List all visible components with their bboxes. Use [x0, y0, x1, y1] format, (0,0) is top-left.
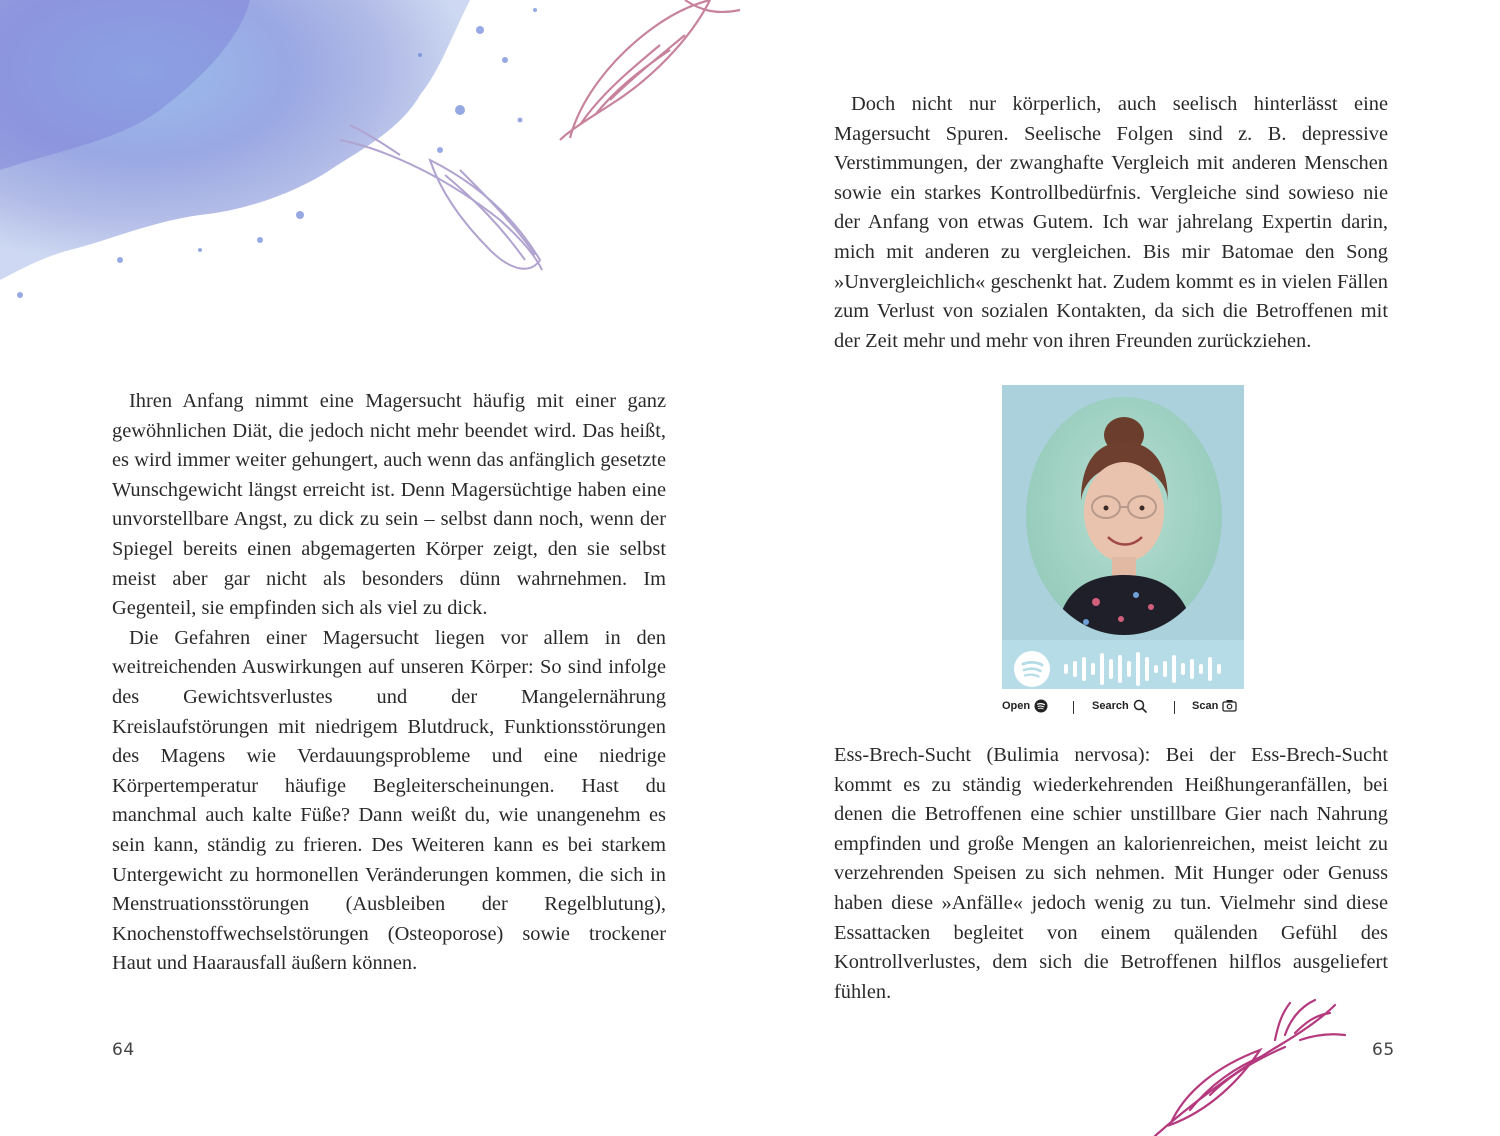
page-number-right: 65 [1372, 1040, 1395, 1060]
left-paragraph-1: Ihren Anfang nimmt eine Magersucht häufig mit einer ganz gewöhnlichen Diät, die jedoch nicht mehr beendet wird. Das heißt, es wird immer weiter gehungert, auch wenn das anfänglich gesetzte Wunschgewicht längst erreicht ist. Denn Magersüchtige haben eine unvorstellbare Angst, zu dick zu sein – selbst dann noch, wenn der Spiegel bereits einen abgemagerten Körper zeigt, den sie selbst meist aber gar nicht als besonders dünn wahrnehmen. Im Gegenteil, sie empfinden sich als viel zu dick. [112, 390, 666, 620]
magenta-feather-decoration [1150, 995, 1350, 1136]
right-paragraph-1: Doch nicht nur körperlich, auch seelisch hinterlässt eine Magersucht Spuren. Seelische Folgen sind z. B. depressive Verstimmungen, der zwanghafte Vergleich mit anderen Menschen sowie ein starkes Kontrollbedürfnis. Vergleiche sind sowieso nie der Anfang von etwas Gutem. Ich war jahrelang Expertin darin, mich mit anderen zu vergleichen. Bis mir Batomae den Song »Unvergleichlich« geschenkt hat. Zudem kommt es in vielen Fällen zum Verlust von sozialen Kontakten, da sich die Betroffenen mit der Zeit mehr und mehr von ihren Freunden zurückziehen. [834, 93, 1388, 352]
nav-separator [1073, 701, 1074, 714]
pink-feather-decoration [540, 0, 750, 150]
page-number-left: 64 [112, 1040, 135, 1060]
right-page [750, 0, 1500, 1136]
right-paragraph-2: Ess-Brech-Sucht (Bulimia nervosa): Bei der Ess-Brech-Sucht kommt es zu ständig wiederkehrenden Heißhungeranfällen, bei denen die Betroffenen eine schier unstillbare Gier nach Nahrung empfinden und große Mengen an kalorienreichen, meist leicht zu verzehrenden Speisen zu sich nehmen. Mit Hunger oder Genuss haben diese »Anfälle« jedoch wenig zu tun. Vielmehr sind diese Essattacken begleitet von einem quälenden Gefühl des Kontrollverlustes, dem sich die Betroffenen hilflos ausgeliefert fühlen. [834, 744, 1388, 1003]
search-icon [1133, 699, 1147, 713]
spotify-search-button[interactable] [1092, 699, 1147, 713]
spotify-scan-code [1062, 651, 1232, 687]
spotify-scan-button[interactable] [1192, 699, 1237, 712]
left-page-body [112, 387, 666, 979]
left-paragraph-2: Die Gefahren einer Magersucht liegen vor allem in den weitreichenden Auswirkungen auf unseren Körper: So sind infolge des Gewichtsverlustes und der Mangelernährung Kreislaufstörungen mit niedrigem Blutdruck, Funktionsstörungen des Magens wie Verdauungsprobleme und eine niedrige Körpertemperatur häufige Begleiterscheinungen. Hast du manchmal auch kalte Füße? Dann weißt du, wie unangenehm es sein kann, ständig zu frieren. Des Weiteren kann es bei starkem Untergewicht zu hormonellen Veränderungen kommen, die sich in Menstruationsstörungen (Ausbleiben der Regelblutung), Knochenstoffwechselstörungen (Osteoporose) sowie trockener Haut und Haarausfall äußern können. [112, 626, 666, 975]
watercolor-splash-decoration [0, 0, 560, 320]
spotify-scan-label: Scan [1192, 699, 1219, 712]
spotify-open-label: Open [1002, 700, 1031, 712]
spotify-code-card[interactable] [1002, 385, 1244, 719]
right-page-bottom-body [834, 741, 1388, 1007]
spotify-nav [1002, 699, 1244, 717]
camera-icon [1222, 699, 1237, 712]
spotify-icon [1014, 651, 1050, 687]
portrait-photo [1026, 397, 1222, 635]
spotify-search-label: Search [1092, 700, 1129, 712]
lilac-feather-decoration [330, 120, 560, 280]
spotify-small-icon [1034, 699, 1048, 713]
spotify-open-button[interactable] [1002, 699, 1048, 713]
right-page-top-body [834, 90, 1388, 356]
nav-separator [1174, 701, 1175, 714]
